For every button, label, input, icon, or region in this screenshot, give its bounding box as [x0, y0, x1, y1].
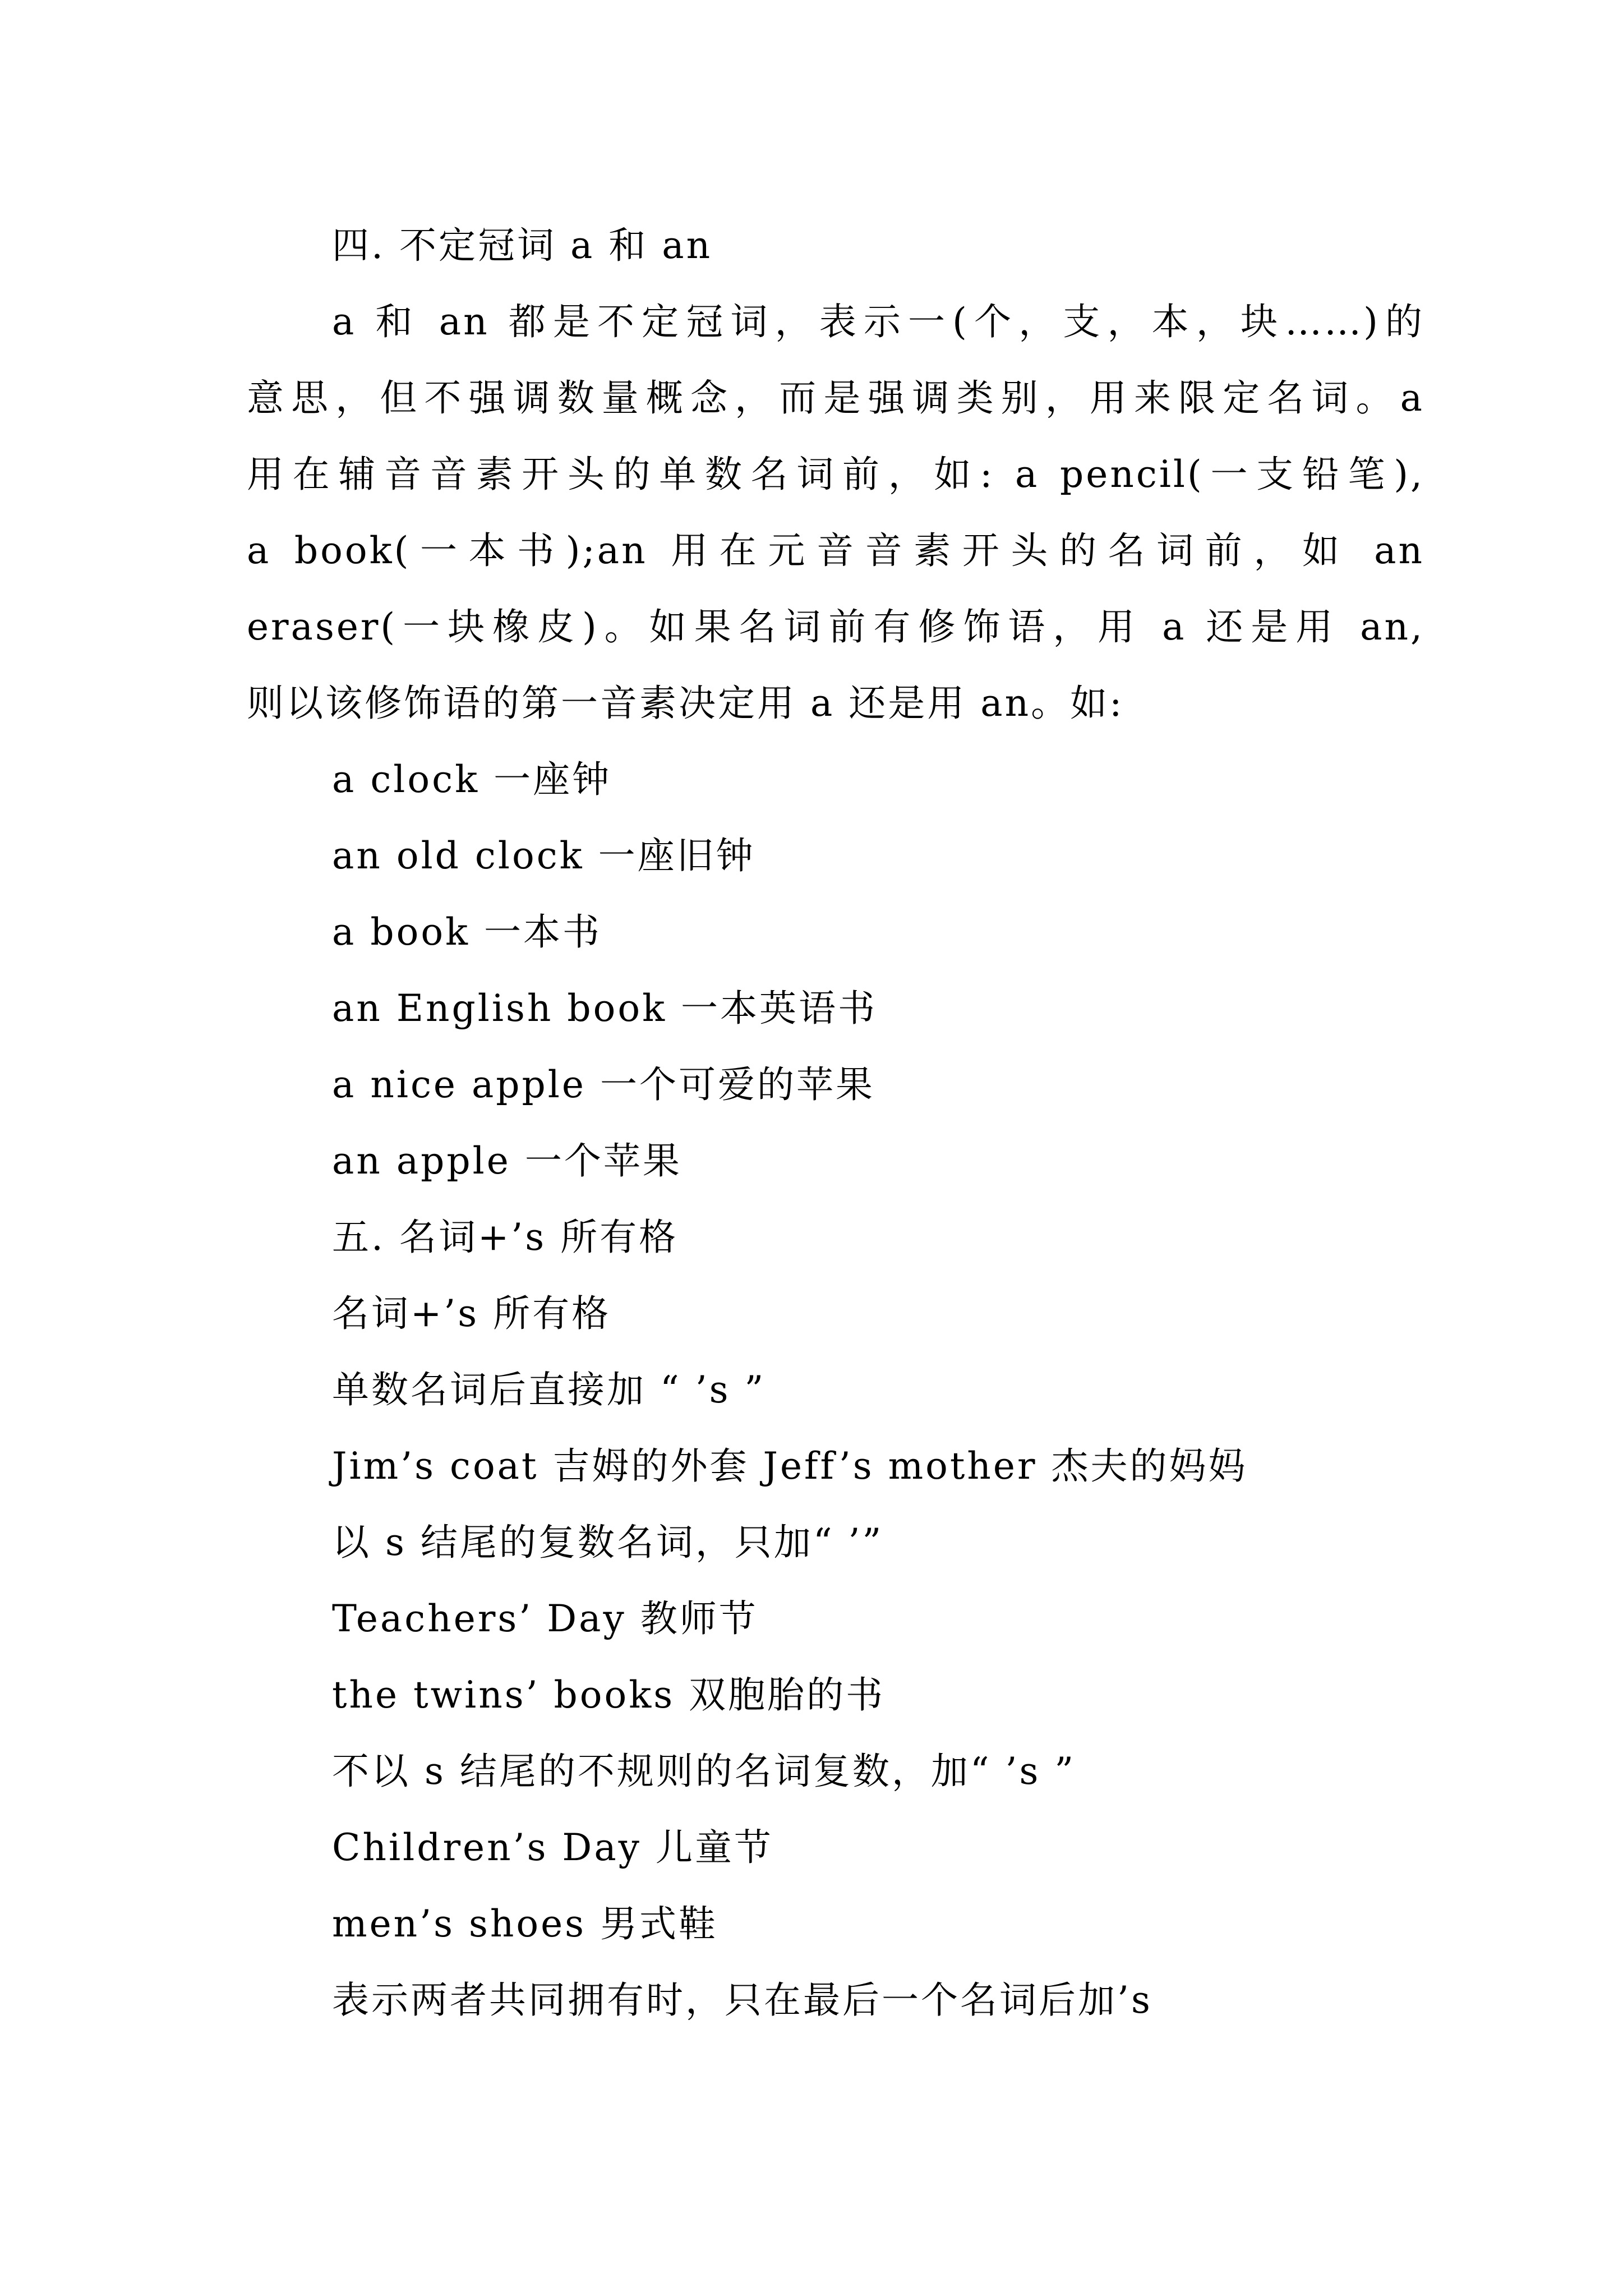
- example-line: an apple 一个苹果: [332, 1139, 682, 1182]
- paragraph-line: 则以该修饰语的第一音素决定用 a 还是用 an。如:: [247, 682, 1124, 725]
- example-line: a book 一本书: [332, 910, 602, 954]
- possessive-line: 不以 s 结尾的不规则的名词复数，加“ ’s ”: [332, 1750, 1076, 1793]
- document-body: [247, 208, 1424, 2039]
- possessive-line: Children’s Day 儿童节: [332, 1826, 773, 1869]
- possessive-line: 以 s 结尾的复数名词，只加“ ’”: [332, 1521, 884, 1564]
- paragraph-line: 意思，但不强调数量概念，而是强调类别，用来限定名词。a: [247, 376, 1424, 420]
- section-heading-indefinite-articles: 四. 不定冠词 a 和 an: [332, 224, 713, 267]
- example-line: a clock 一座钟: [332, 758, 612, 801]
- possessive-line: 表示两者共同拥有时，只在最后一个名词后加’s: [332, 1978, 1152, 2022]
- paragraph-line: eraser(一块橡皮)。如果名词前有修饰语，用 a 还是用 an,: [247, 605, 1424, 648]
- paragraph-line: a book(一本书);an 用在元音音素开头的名词前，如 an: [247, 529, 1424, 572]
- possessive-line: the twins’ books 双胞胎的书: [332, 1673, 886, 1717]
- section-heading-possessive: 五. 名词+’s 所有格: [332, 1216, 679, 1259]
- example-line: an English book 一本英语书: [332, 987, 878, 1030]
- possessive-line: Teachers’ Day 教师节: [332, 1597, 758, 1640]
- possessive-line: Jim’s coat 吉姆的外套 Jeff’s mother 杰夫的妈妈: [332, 1444, 1248, 1488]
- possessive-line: 名词+’s 所有格: [332, 1292, 611, 1335]
- possessive-line: men’s shoes 男式鞋: [332, 1902, 718, 1945]
- possessive-line: 单数名词后直接加 “ ’s ”: [332, 1368, 766, 1411]
- paragraph-line: 用在辅音音素开头的单数名词前，如: a pencil(一支铅笔),: [247, 453, 1424, 496]
- example-line: a nice apple 一个可爱的苹果: [332, 1063, 875, 1106]
- paragraph-line: a 和 an 都是不定冠词，表示一(个，支，本，块……)的: [332, 300, 1424, 343]
- example-line: an old clock 一座旧钟: [332, 834, 755, 877]
